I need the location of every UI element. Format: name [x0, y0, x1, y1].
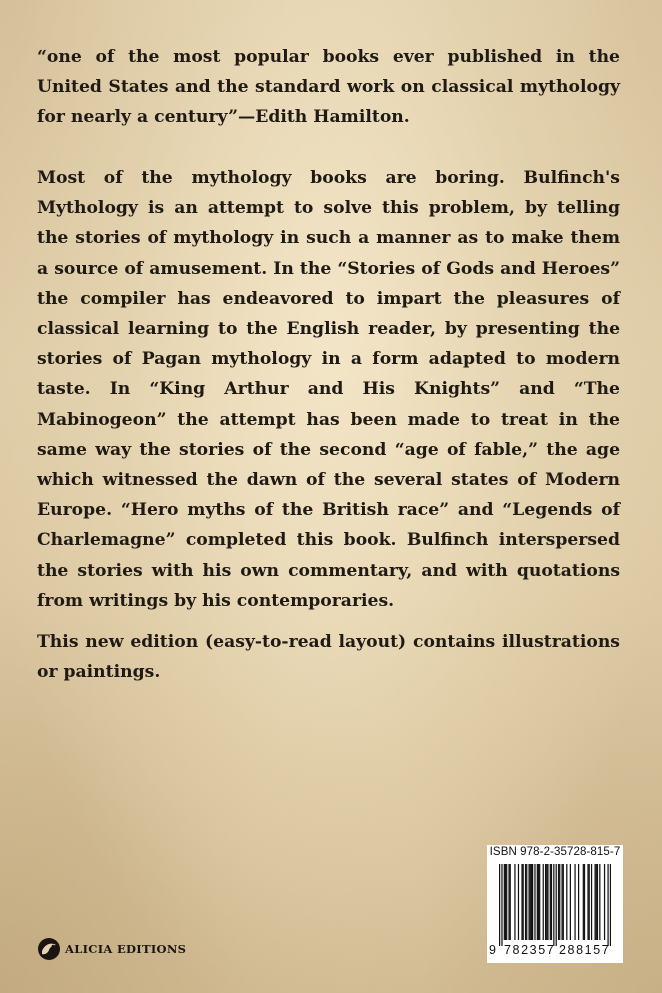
barcode-bar: [506, 864, 507, 940]
barcode-bar: [534, 864, 535, 940]
barcode-bar: [610, 864, 611, 946]
barcode-bar: [499, 864, 500, 946]
barcode-bar: [604, 864, 605, 940]
barcode-bar: [530, 864, 531, 940]
barcode-bar: [545, 864, 546, 940]
barcode-bar: [501, 864, 502, 946]
barcode-bar: [508, 864, 509, 940]
barcode-bar: [597, 864, 598, 940]
barcode-bar: [518, 864, 519, 940]
barcode-bar: [505, 864, 506, 940]
publisher-logo-icon: [36, 936, 62, 962]
barcode-bar: [531, 864, 532, 940]
barcode-bar: [591, 864, 592, 940]
barcode-bar: [523, 864, 524, 940]
barcode-bar: [587, 864, 588, 940]
isbn-barcode-box: [487, 845, 623, 963]
barcode-bar: [566, 864, 567, 940]
publisher-name: ALICIA EDITIONS: [65, 942, 187, 956]
barcode-bar: [504, 864, 505, 940]
barcode-bar: [584, 864, 585, 940]
blurb-quote: “one of the most popular books ever published in the United States and the standard work on classical mythology for nearly a century”—Edith Hamilton.: [37, 47, 620, 128]
publisher-mark: [36, 936, 186, 962]
barcode-bar: [607, 864, 608, 946]
barcode-bar: [563, 864, 564, 940]
barcode-bar: [596, 864, 597, 940]
barcode-bar: [547, 864, 548, 940]
barcode-bar: [578, 864, 579, 940]
barcode-bar: [558, 864, 559, 940]
barcode-bar: [546, 864, 547, 940]
barcode-bar: [532, 864, 533, 940]
barcode-bar: [538, 864, 539, 940]
barcode-bar: [550, 864, 551, 940]
edition-note: This new edition (easy-to-read layout) contains illustrations or paintings.: [37, 632, 620, 683]
barcode-bar: [556, 864, 557, 946]
barcode-bar: [553, 864, 554, 946]
barcode-bar: [537, 864, 538, 940]
barcode-digits-left: 782357: [504, 943, 556, 957]
barcode-digits-right: 288157: [559, 943, 611, 957]
barcode-bar: [514, 864, 515, 940]
barcode-bar: [589, 864, 590, 940]
barcode-bar: [599, 864, 600, 940]
barcode-icon: [499, 864, 611, 946]
barcode-bar: [526, 864, 527, 940]
book-description: Most of the mythology books are boring. Bulfinch's Mythology is an attempt to solve this problem, by telling the stories of mythology in such a manner as to make them a source of amusement. In the “Stories of Gods and Heroes” the compiler has endeavored to impart the pleasures of classical learning to the English reader, by presenting the stories of Pagan mythology in a form adapted to modern taste. In “King Arthur and His Knights” and “The Mabinogeon” the attempt has been made to treat in the same way the stories of the second “age of fable,” the age which witnessed the dawn of the several states of Modern Europe. “Hero myths of the British race” and “Legends of Charlemagne” completed this book. Bulfinch interspersed the stories with his own commentary, and with quotations from writings by his contemporaries.: [37, 168, 620, 611]
barcode-bar: [539, 864, 540, 940]
barcode-bar: [521, 864, 522, 940]
barcode-bar: [551, 864, 552, 940]
barcode-digit-first: 9: [489, 943, 498, 957]
barcode-bar: [594, 864, 595, 940]
barcode-bar: [510, 864, 511, 940]
barcode-bar: [570, 864, 571, 940]
barcode-bar: [543, 864, 544, 940]
isbn-label: ISBN 978-2-35728-815-7: [489, 846, 621, 858]
barcode-bar: [528, 864, 529, 940]
barcode-bar: [574, 864, 575, 940]
barcode-bar: [525, 864, 526, 940]
barcode-bar: [561, 864, 562, 940]
barcode-bar: [559, 864, 560, 940]
barcode-bar: [583, 864, 584, 940]
